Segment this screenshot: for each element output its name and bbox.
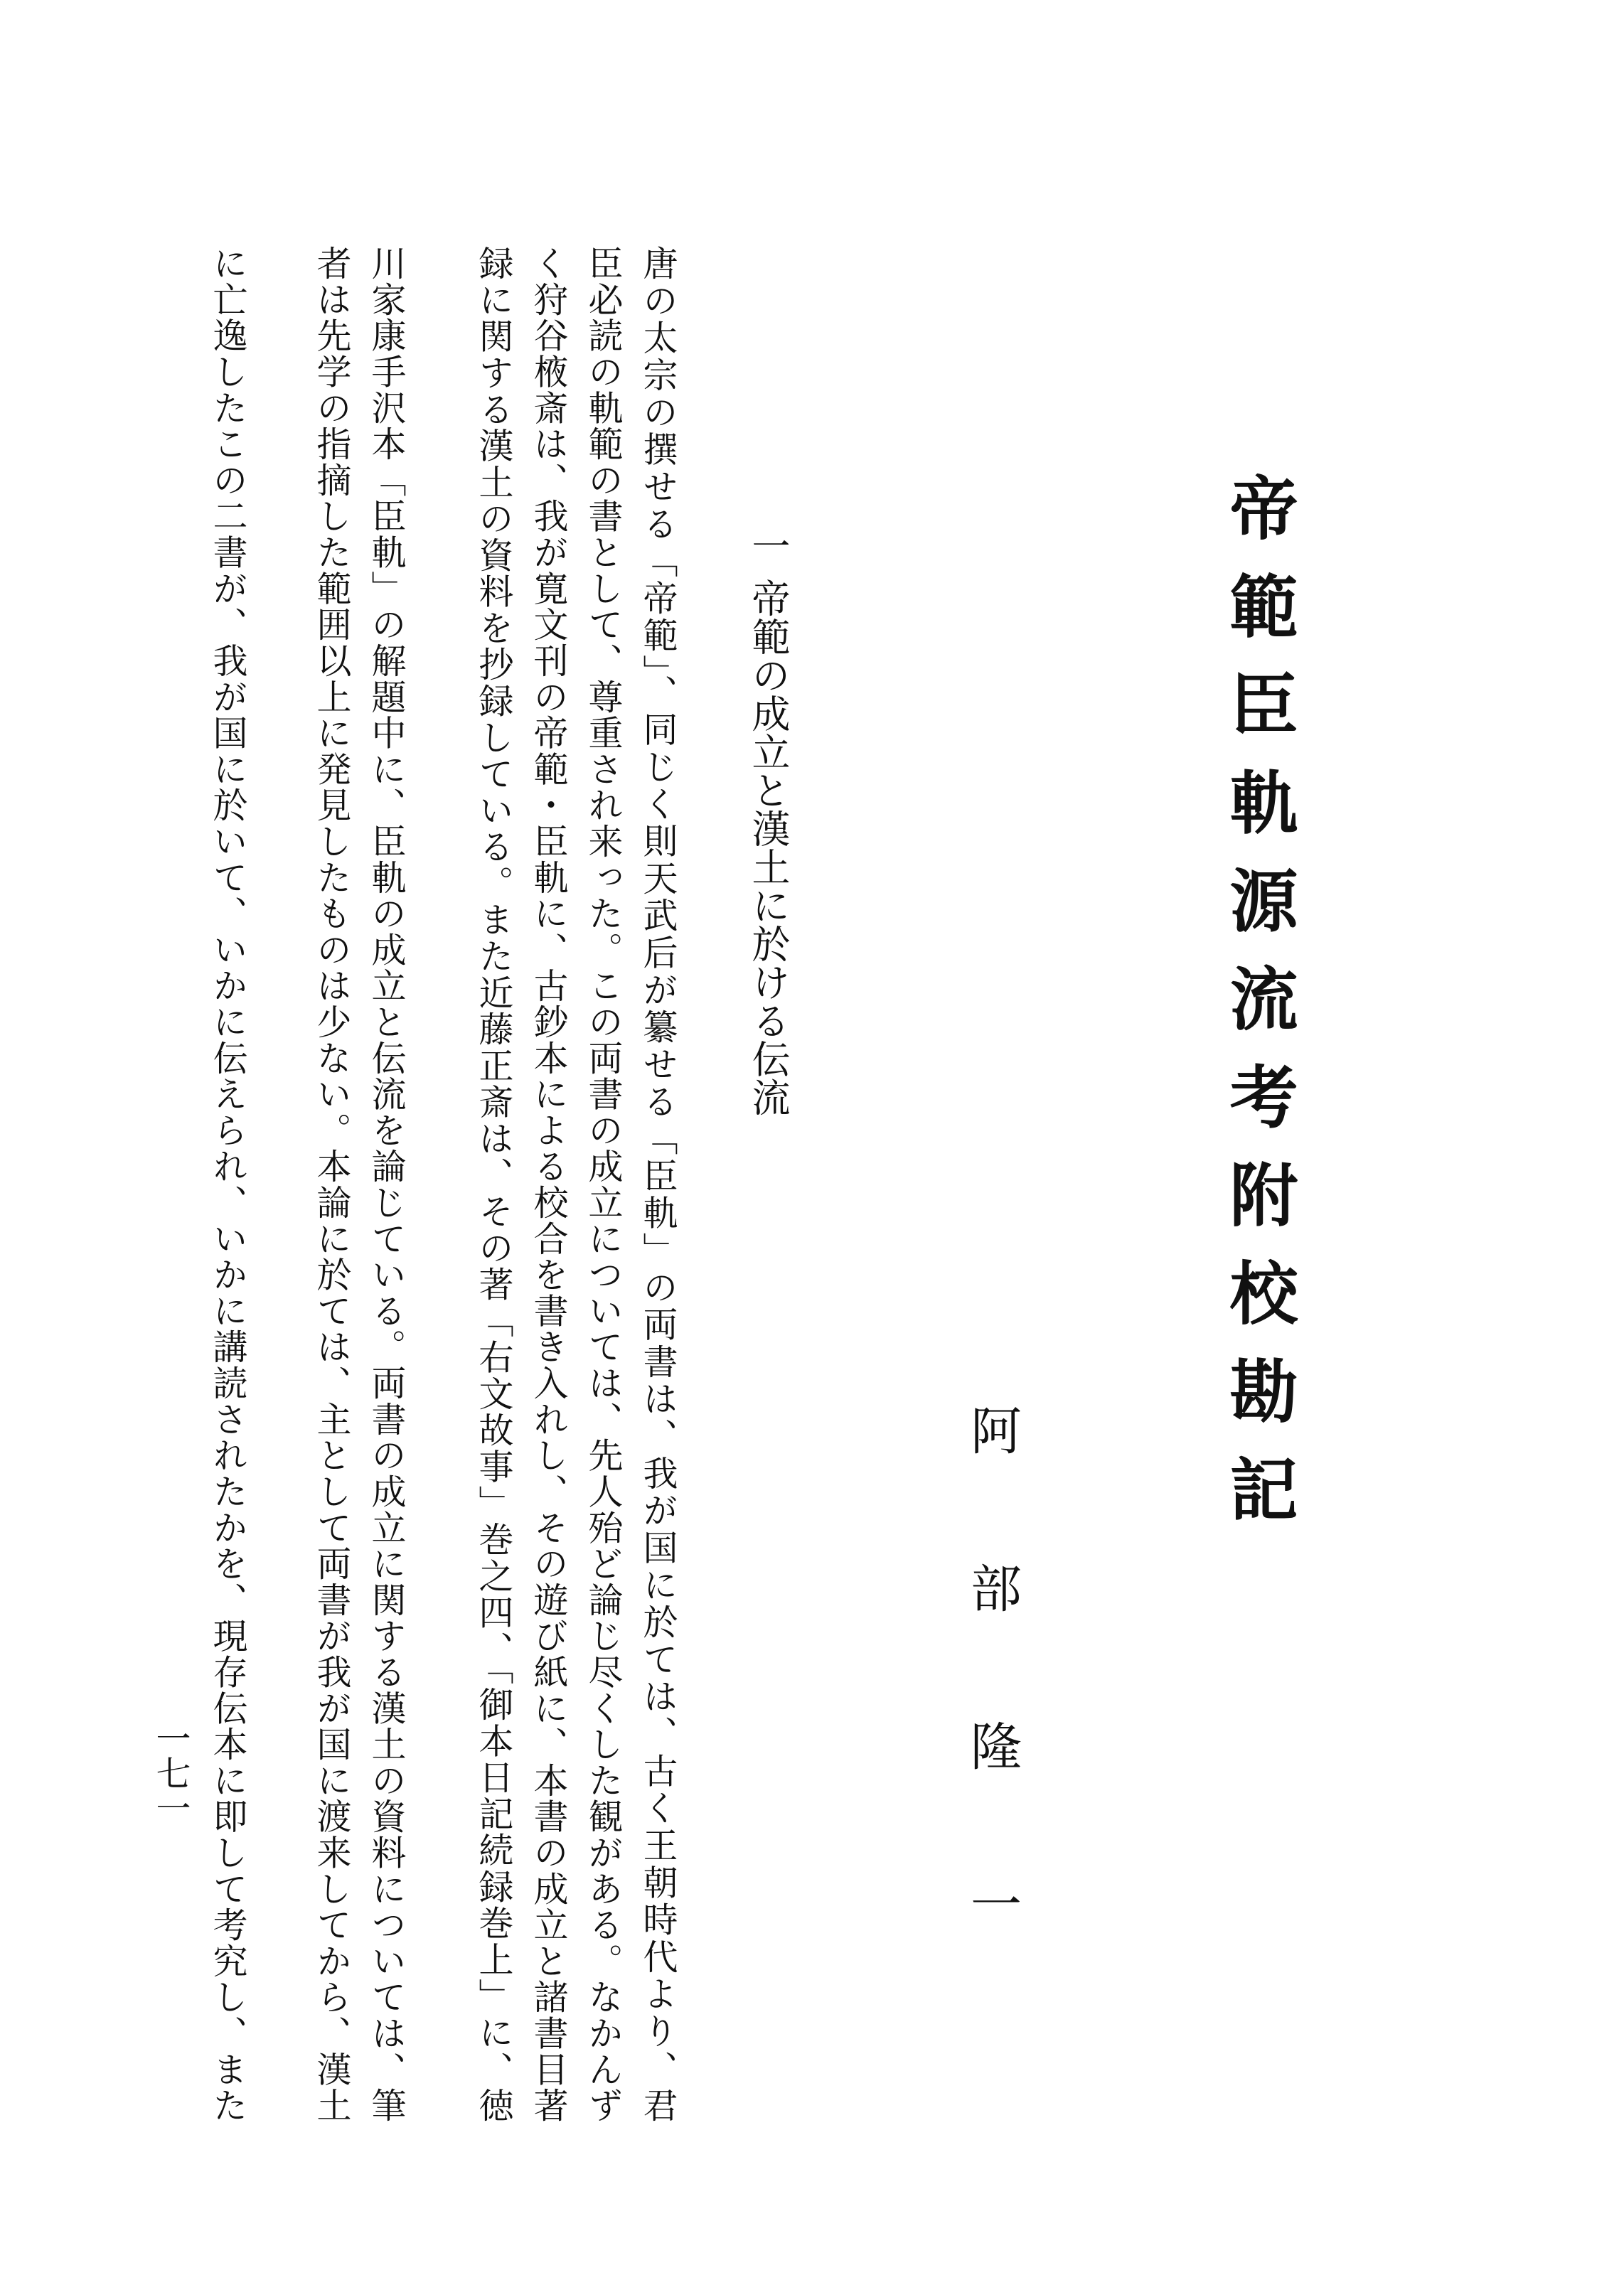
section-number: 一 — [746, 526, 791, 564]
author-name: 阿部隆一 — [962, 1404, 1022, 2035]
body-line: 唐の太宗の撰せる「帝範」、同じく則天武后が纂せる「臣軌」の両書は、我が国に於ては、古く王朝時代より、君 — [638, 245, 678, 2123]
body-line: く狩谷棭斎は、我が寛文刊の帝範・臣軌に、古鈔本による校合を書き入れし、その遊び紙に、本書の成立と諸書目著 — [528, 245, 569, 2123]
page-number: 一七一 — [151, 1721, 191, 1825]
body-line: 録に関する漢土の資料を抄録している。また近藤正斎は、その著「右文故事」巻之四、「御本日記続録巻上」に、徳 — [474, 245, 514, 2122]
body-line: 者は先学の指摘した範囲以上に発見したものは少ない。本論に於ては、主として両書が我が国に渡来してから、漢土 — [311, 245, 352, 2123]
body-line: 川家康手沢本「臣軌」の解題中に、臣軌の成立と伝流を論じている。両書の成立に関する漢土の資料については、筆 — [366, 245, 407, 2123]
body-line: 臣必読の軌範の書として、尊重され来った。この両書の成立については、先人殆ど論じ尽くした観がある。なかんず — [583, 245, 624, 2123]
body-line: に亡逸したこの二書が、我が国に於いて、いかに伝えられ、いかに講読されたかを、現存伝本に即して考究し、また — [208, 245, 248, 2123]
article-title: 帝範臣軌源流考附校勘記 — [1219, 473, 1299, 1552]
section-heading — [743, 526, 793, 1116]
section-title: 帝範の成立と漢土に於ける伝流 — [746, 579, 791, 1116]
